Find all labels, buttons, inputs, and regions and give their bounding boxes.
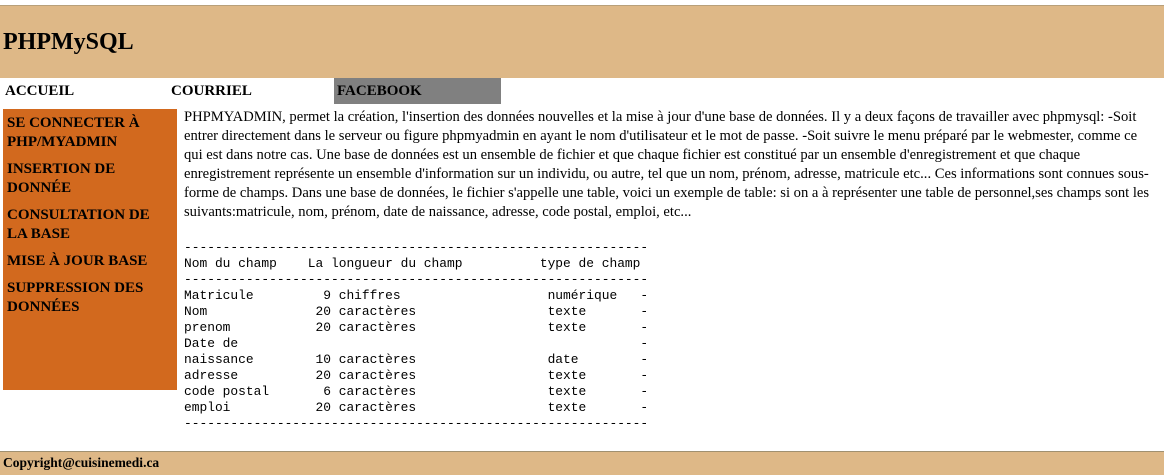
main-content (184, 108, 1159, 432)
copyright-text: Copyright@cuisinemedi.ca (3, 455, 160, 470)
sidebar-item-delete[interactable]: SUPPRESSION DES DONNÉES (7, 280, 144, 315)
footer (0, 451, 1164, 475)
header-banner (0, 5, 1164, 78)
nav-link-courriel[interactable]: COURRIEL (171, 83, 252, 99)
sidebar-item-update[interactable]: MISE À JOUR BASE (7, 253, 148, 269)
sidebar-item-insertion[interactable]: INSERTION DE DONNÉE (7, 161, 116, 196)
nav-link-facebook[interactable]: FACEBOOK (334, 78, 501, 104)
top-navigation (0, 78, 1164, 104)
sidebar-item-connect[interactable]: SE CONNECTER À PHP/MYADMIN (7, 115, 140, 150)
sidebar-item-consultation[interactable]: CONSULTATION DE LA BASE (7, 207, 150, 242)
nav-link-accueil[interactable]: ACCUEIL (5, 83, 75, 99)
site-title: PHPMySQL (3, 29, 134, 55)
field-table: ------------------------------------------------------------ Nom du champ La longueur du champ type de champ ------------------------------------------------------------ Matricule 9 chiffres numérique - Nom 20 caractères texte - prenom 20 caractères texte - Date de - naissance 10 caractères date - adresse 20 caractères texte - code postal 6 caractères texte - emploi 20 caractères texte - ------------------------------------------------------------ (184, 240, 649, 431)
sidebar-menu (3, 109, 177, 390)
intro-paragraph: PHPMYADMIN, permet la création, l'insertion des données nouvelles et la mise à jour d'une base de données. Il y a deux façons de travailler avec phpmysql: -Soit entrer directement dans le serveur ou figure phpmyadmin en ayant le nom d'utilisateur et le mot de passe. -Soit suivre le menu préparé par le webmester, comme ce qui est dans notre cas. Une base de données est un ensemble de fichier et que chaque fichier est constitué par un ensemble d'enregistrement et que chaque enregistrement représente un ensemble d'information sur un individu, ou autre, tel que un nom, prénom, adresse, matricule etc... Ces informations sont connues sous-forme de champs. Dans une base de données, le fichier s'appelle une table, voici un exemple de table: si on a à représenter une table de personnel,ses champs sont les suivants:matricule, nom, prénom, date de naissance, adresse, code postal, emploi, etc... (184, 109, 1150, 220)
